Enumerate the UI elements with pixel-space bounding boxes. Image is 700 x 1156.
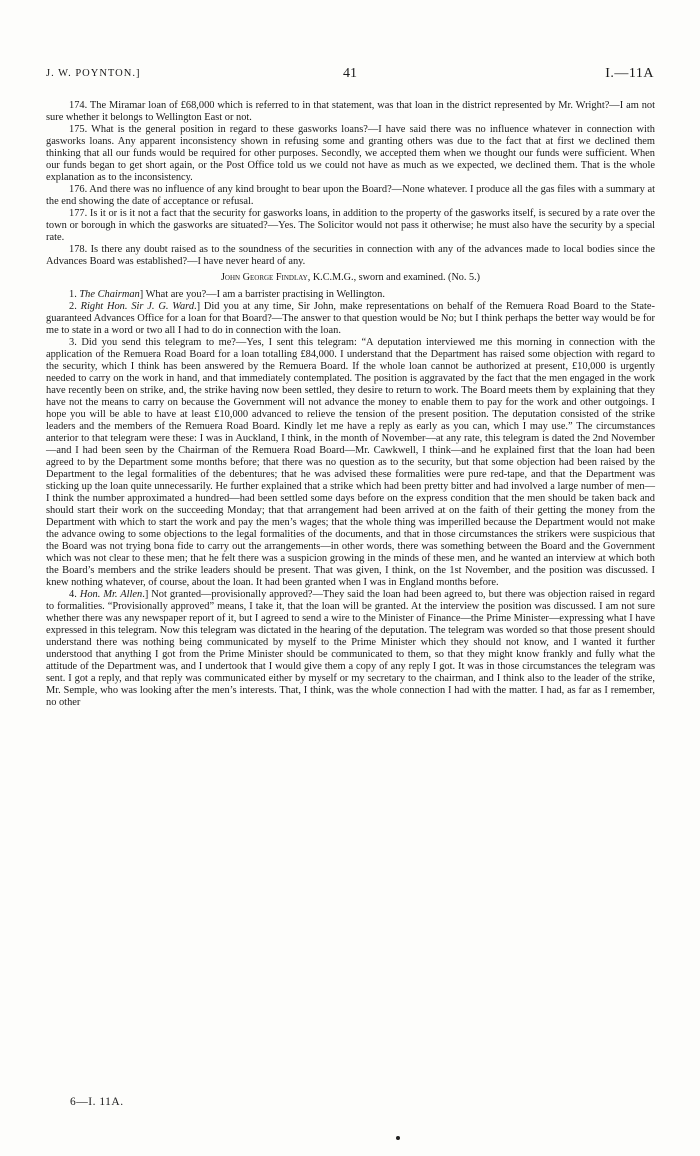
speaker: Hon. Mr. Allen [79,589,143,600]
question-number: 1. [69,289,80,300]
printer-dot [396,1136,400,1140]
question-3: 3. Did you send this telegram to me?—Yes, I sent this telegram: “A deputation interviewed me this morning in connection with the application of the Remuera Road Board for a loan totalling £84,000. I understand that the Department has raised some objection with regard to the security, which I think has been answered by the Remuera Board. If the whole loan cannot be authorized at present, £10,000 is urgently needed to carry on the work in hand, and that immediately contemplated. The position is aggravated by the fact that the men engaged in the work have recently been on strike, and, the strike having now been settled, they desire to return to work. The Board meets them by explaining that they have not the means to carry on because the Government will not advance the money to enable them to pay for the work and other outgoings. I hope you will be able to have at least £10,000 advanced to relieve the tension of the present position. The deputation consisted of the strike leaders and the members of the Remuera Road Board. Kindly let me have a reply as early as you can, which I may use.” The circumstances anterior to that telegram were these: I was in Auckland, I think, in the month of November—at any rate, this telegram is dated the 2nd November—and I had been seen by the Chairman of the Remuera Road Board—Mr. Cawkwell, I think—and he explained first that the loan had been agreed to by the Department some months before; that there was no question as to the security, but that some objection had been raised by the Department to the legal formalities of the debentures; that he was advised these formalities were pure red-tape, and that the Department was sticking up the loan quite unnecessarily. He further explained that a strike which had been pretty bitter and had involved a large number of men—I think the number approximated a hundred—had been settled some days before on the express condition that the men should be taken back and should start their work on the succeeding Monday; that that arrangement had been arrived at on the faith of their getting the money from the Department with which to start the work and pay the men’s wages; that the whole thing was imperilled because the Department would not make the advance owing to some objections to the legal formalities of the documents, and that in those circumstances the strikers were suspicious that the Board was not trying bona fide to carry out the arrangements—in other words, there was something between the Board and the Government which was not clear to these men; that he felt there was a suspicion growing in the minds of these men, and he wanted an interview at which both the Board’s members and the strike leaders should be present. That was given, I think, on the 1st November, and the position was discussed. I knew nothing whatever, of course, about the loan. It had been granted when I was in England months before. [46,337,655,588]
witness-heading-rest: , K.C.M.G., sworn and examined. (No. 5.) [307,272,481,283]
question-text: ] What are you?—I am a barrister practising in Wellington. [139,289,385,300]
question-text: .] Not granted—provisionally approved?—They said the loan had been agreed to, but there was objection raised in regard to formalities. “Provisionally approved” means, I take it, that the loan will be granted. At the interview the position was discussed. I am not sure whether there was any newspaper report of it, but I agreed to send a wire to the Minister of Finance—the Prime Minister—expressing what I have expressed in this telegram. Now this telegram was dictated in the hearing of the deputation. The telegram was worded so that those present should understand there was nothing being communicated by myself to the Prime Minister which they should not know, and I wanted it further understood that anything I got from the Prime Minister should be communicated to them, so that they might know frankly and fully what the attitude of the Department was, and I undertook that I would give them a copy of any reply I got. It was in those circumstances the telegram was sent. I got a reply, and that reply was communicated either by myself or my secretary to the chairman, and I think also to the leader of the strike, Mr. Semple, who was looking after the men’s interests. That, I think, was the whole connection I had with the matter. I had, as far as I remember, no other [46,589,656,708]
paper-reference: I.—11A [605,66,654,81]
paragraph-178: 178. Is there any doubt raised as to the soundness of the securities in connection with any of the advances made to local bodies since the Advances Board was established?—I have never heard of any. [46,244,655,267]
signature-mark: 6—I. 11A. [70,1096,124,1108]
witness-running-head: J. W. POYNTON.] [46,68,141,79]
document-body [46,100,655,709]
page-number: 41 [343,66,357,81]
question-4 [46,589,655,709]
paragraph-177: 177. Is it or is it not a fact that the security for gasworks loans, in addition to the property of the gasworks itself, is secured by a rate over the town or borough in which the gasworks are situated?—Yes. The Solicitor would not pass it otherwise; he must also have the security by a special rate. [46,208,655,243]
question-number: 2. [69,301,81,312]
question-number: 4. [69,589,80,600]
paragraph-175: 175. What is the general position in regard to these gasworks loans?—I have said there was no influence whatever in connection with gasworks loans. Any apparent inconsistency shown in refusing some and granting others was due to the fact that at first we declined them thinking that all our funds would be required for other purposes. Secondly, we accepted them when we thought our funds were sufficient. When our funds began to get short again, or the Post Office told us we could not have as much as we expected, we declined them. That is the whole explanation as to the inconsistency. [46,124,655,183]
question-2 [46,301,655,337]
paragraph-176: 176. And there was no influence of any kind brought to bear upon the Board?—None whatever. I produce all the gas files with a summary at the end showing the date of acceptance or refusal. [46,184,655,207]
question-text: .] Did you at any time, Sir John, make representations on behalf of the Remuera Road Board to the State-guaranteed Advances Office for a loan for that Board?—The answer to that question would be No; but I think perhaps the better way would be for me to state in a word or two all I had to do in connection with the loan. [46,301,655,336]
paragraph-174: 174. The Miramar loan of £68,000 which is referred to in that statement, was that loan in the district represented by Mr. Wright?—I am not sure whether it belongs to Wellington East or not. [46,100,655,123]
witness-name: John George Findlay [220,272,308,283]
speaker: The Chairman [79,289,140,300]
witness-heading [46,272,655,284]
page-header [46,66,654,86]
question-1 [46,289,655,301]
speaker: Right Hon. Sir J. G. Ward [80,301,195,312]
